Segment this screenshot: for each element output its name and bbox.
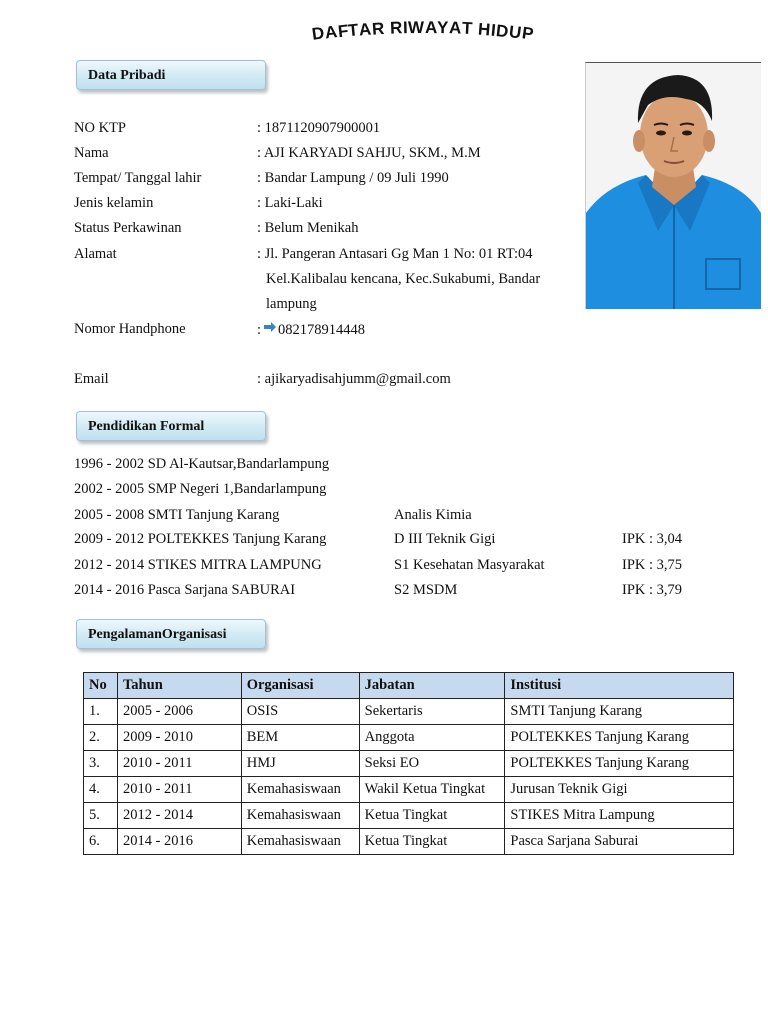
table-cell: Pasca Sarjana Saburai (505, 829, 734, 855)
education-item: 1996 - 2002 SD Al-Kautsar,Bandarlampung (74, 456, 330, 472)
birth-value: : Bandar Lampung / 09 Juli 1990 (257, 170, 449, 186)
column-header-no: No (84, 673, 118, 699)
education-ipk: IPK : 3,75 (622, 557, 683, 573)
education-major: S2 MSDM (394, 582, 458, 598)
table-cell: Anggota (359, 725, 505, 751)
table-row (84, 777, 734, 803)
name-value: : AJI KARYADI SAHJU, SKM., M.M (257, 145, 481, 161)
table-row (84, 699, 734, 725)
education-item: 2012 - 2014 STIKES MITRA LAMPUNG (74, 557, 322, 573)
table-cell: 2. (84, 725, 118, 751)
phone-prefix: : (257, 321, 262, 338)
ktp-label: NO KTP (74, 120, 126, 136)
table-cell: SMTI Tanjung Karang (505, 699, 734, 725)
table-row (84, 829, 734, 855)
table-row (84, 725, 734, 751)
table-cell: Kemahasiswaan (241, 777, 359, 803)
table-cell: Kemahasiswaan (241, 829, 359, 855)
email-value: : ajikaryadisahjumm@gmail.com (257, 371, 451, 387)
gender-label: Jenis kelamin (74, 195, 154, 211)
name-label: Nama (74, 145, 109, 161)
education-item: 2002 - 2005 SMP Negeri 1,Bandarlampung (74, 481, 327, 497)
education-major: S1 Kesehatan Masyarakat (394, 557, 545, 573)
table-cell: HMJ (241, 751, 359, 777)
table-cell: 6. (84, 829, 118, 855)
phone-value-row (257, 321, 365, 340)
column-header-organisasi: Organisasi (241, 673, 359, 699)
table-cell: 2014 - 2016 (117, 829, 241, 855)
table-cell: 1. (84, 699, 118, 725)
address-line-3: lampung (266, 296, 317, 312)
table-cell: Ketua Tingkat (359, 829, 505, 855)
table-cell: 2005 - 2006 (117, 699, 241, 725)
table-row (84, 803, 734, 829)
email-label: Email (74, 371, 109, 387)
table-cell: 2009 - 2010 (117, 725, 241, 751)
table-cell: Ketua Tingkat (359, 803, 505, 829)
table-header-row (84, 673, 734, 699)
table-cell: 2010 - 2011 (117, 777, 241, 803)
education-item: 2014 - 2016 Pasca Sarjana SABURAI (74, 582, 296, 598)
gender-value: : Laki-Laki (257, 195, 323, 211)
table-cell: OSIS (241, 699, 359, 725)
table-cell: Jurusan Teknik Gigi (505, 777, 734, 803)
table-cell: Sekertaris (359, 699, 505, 725)
table-cell: 2010 - 2011 (117, 751, 241, 777)
table-cell: POLTEKKES Tanjung Karang (505, 725, 734, 751)
table-cell: 5. (84, 803, 118, 829)
education-ipk: IPK : 3,04 (622, 531, 683, 547)
table-row (84, 751, 734, 777)
section-header-personal: Data Pribadi (76, 60, 266, 90)
education-major: Analis Kimia (394, 507, 472, 523)
education-ipk: IPK : 3,79 (622, 582, 683, 598)
section-header-education: Pendidikan Formal (76, 411, 266, 441)
table-cell: 4. (84, 777, 118, 803)
marital-label: Status Perkawinan (74, 220, 182, 236)
table-cell: Kemahasiswaan (241, 803, 359, 829)
marital-value: : Belum Menikah (257, 220, 359, 236)
column-header-institusi: Institusi (505, 673, 734, 699)
person-portrait-icon (586, 63, 761, 309)
education-item: 2005 - 2008 SMTI Tanjung Karang (74, 507, 280, 523)
phone-icon (263, 321, 277, 338)
table-cell: POLTEKKES Tanjung Karang (505, 751, 734, 777)
table-cell: 2012 - 2014 (117, 803, 241, 829)
column-header-jabatan: Jabatan (359, 673, 505, 699)
table-cell: Wakil Ketua Tingkat (359, 777, 505, 803)
table-cell: 3. (84, 751, 118, 777)
address-label: Alamat (74, 246, 117, 262)
phone-value: 082178914448 (278, 321, 366, 338)
profile-photo (585, 62, 761, 309)
organization-table (83, 672, 734, 855)
table-cell: BEM (241, 725, 359, 751)
column-header-tahun: Tahun (117, 673, 241, 699)
table-cell: Seksi EO (359, 751, 505, 777)
address-line-1: : Jl. Pangeran Antasari Gg Man 1 No: 01 RT:04 (257, 246, 533, 262)
document-title: D A F T A R R I W A Y A T H I D U P (310, 17, 535, 44)
table-cell: STIKES Mitra Lampung (505, 803, 734, 829)
phone-label: Nomor Handphone (74, 321, 186, 337)
education-major: D III Teknik Gigi (394, 531, 496, 547)
ktp-value: : 1871120907900001 (257, 120, 381, 136)
birth-label: Tempat/ Tanggal lahir (74, 170, 202, 186)
address-line-2: Kel.Kalibalau kencana, Kec.Sukabumi, Bandar (266, 271, 541, 287)
education-item: 2009 - 2012 POLTEKKES Tanjung Karang (74, 531, 327, 547)
section-header-organization: PengalamanOrganisasi (76, 619, 266, 649)
